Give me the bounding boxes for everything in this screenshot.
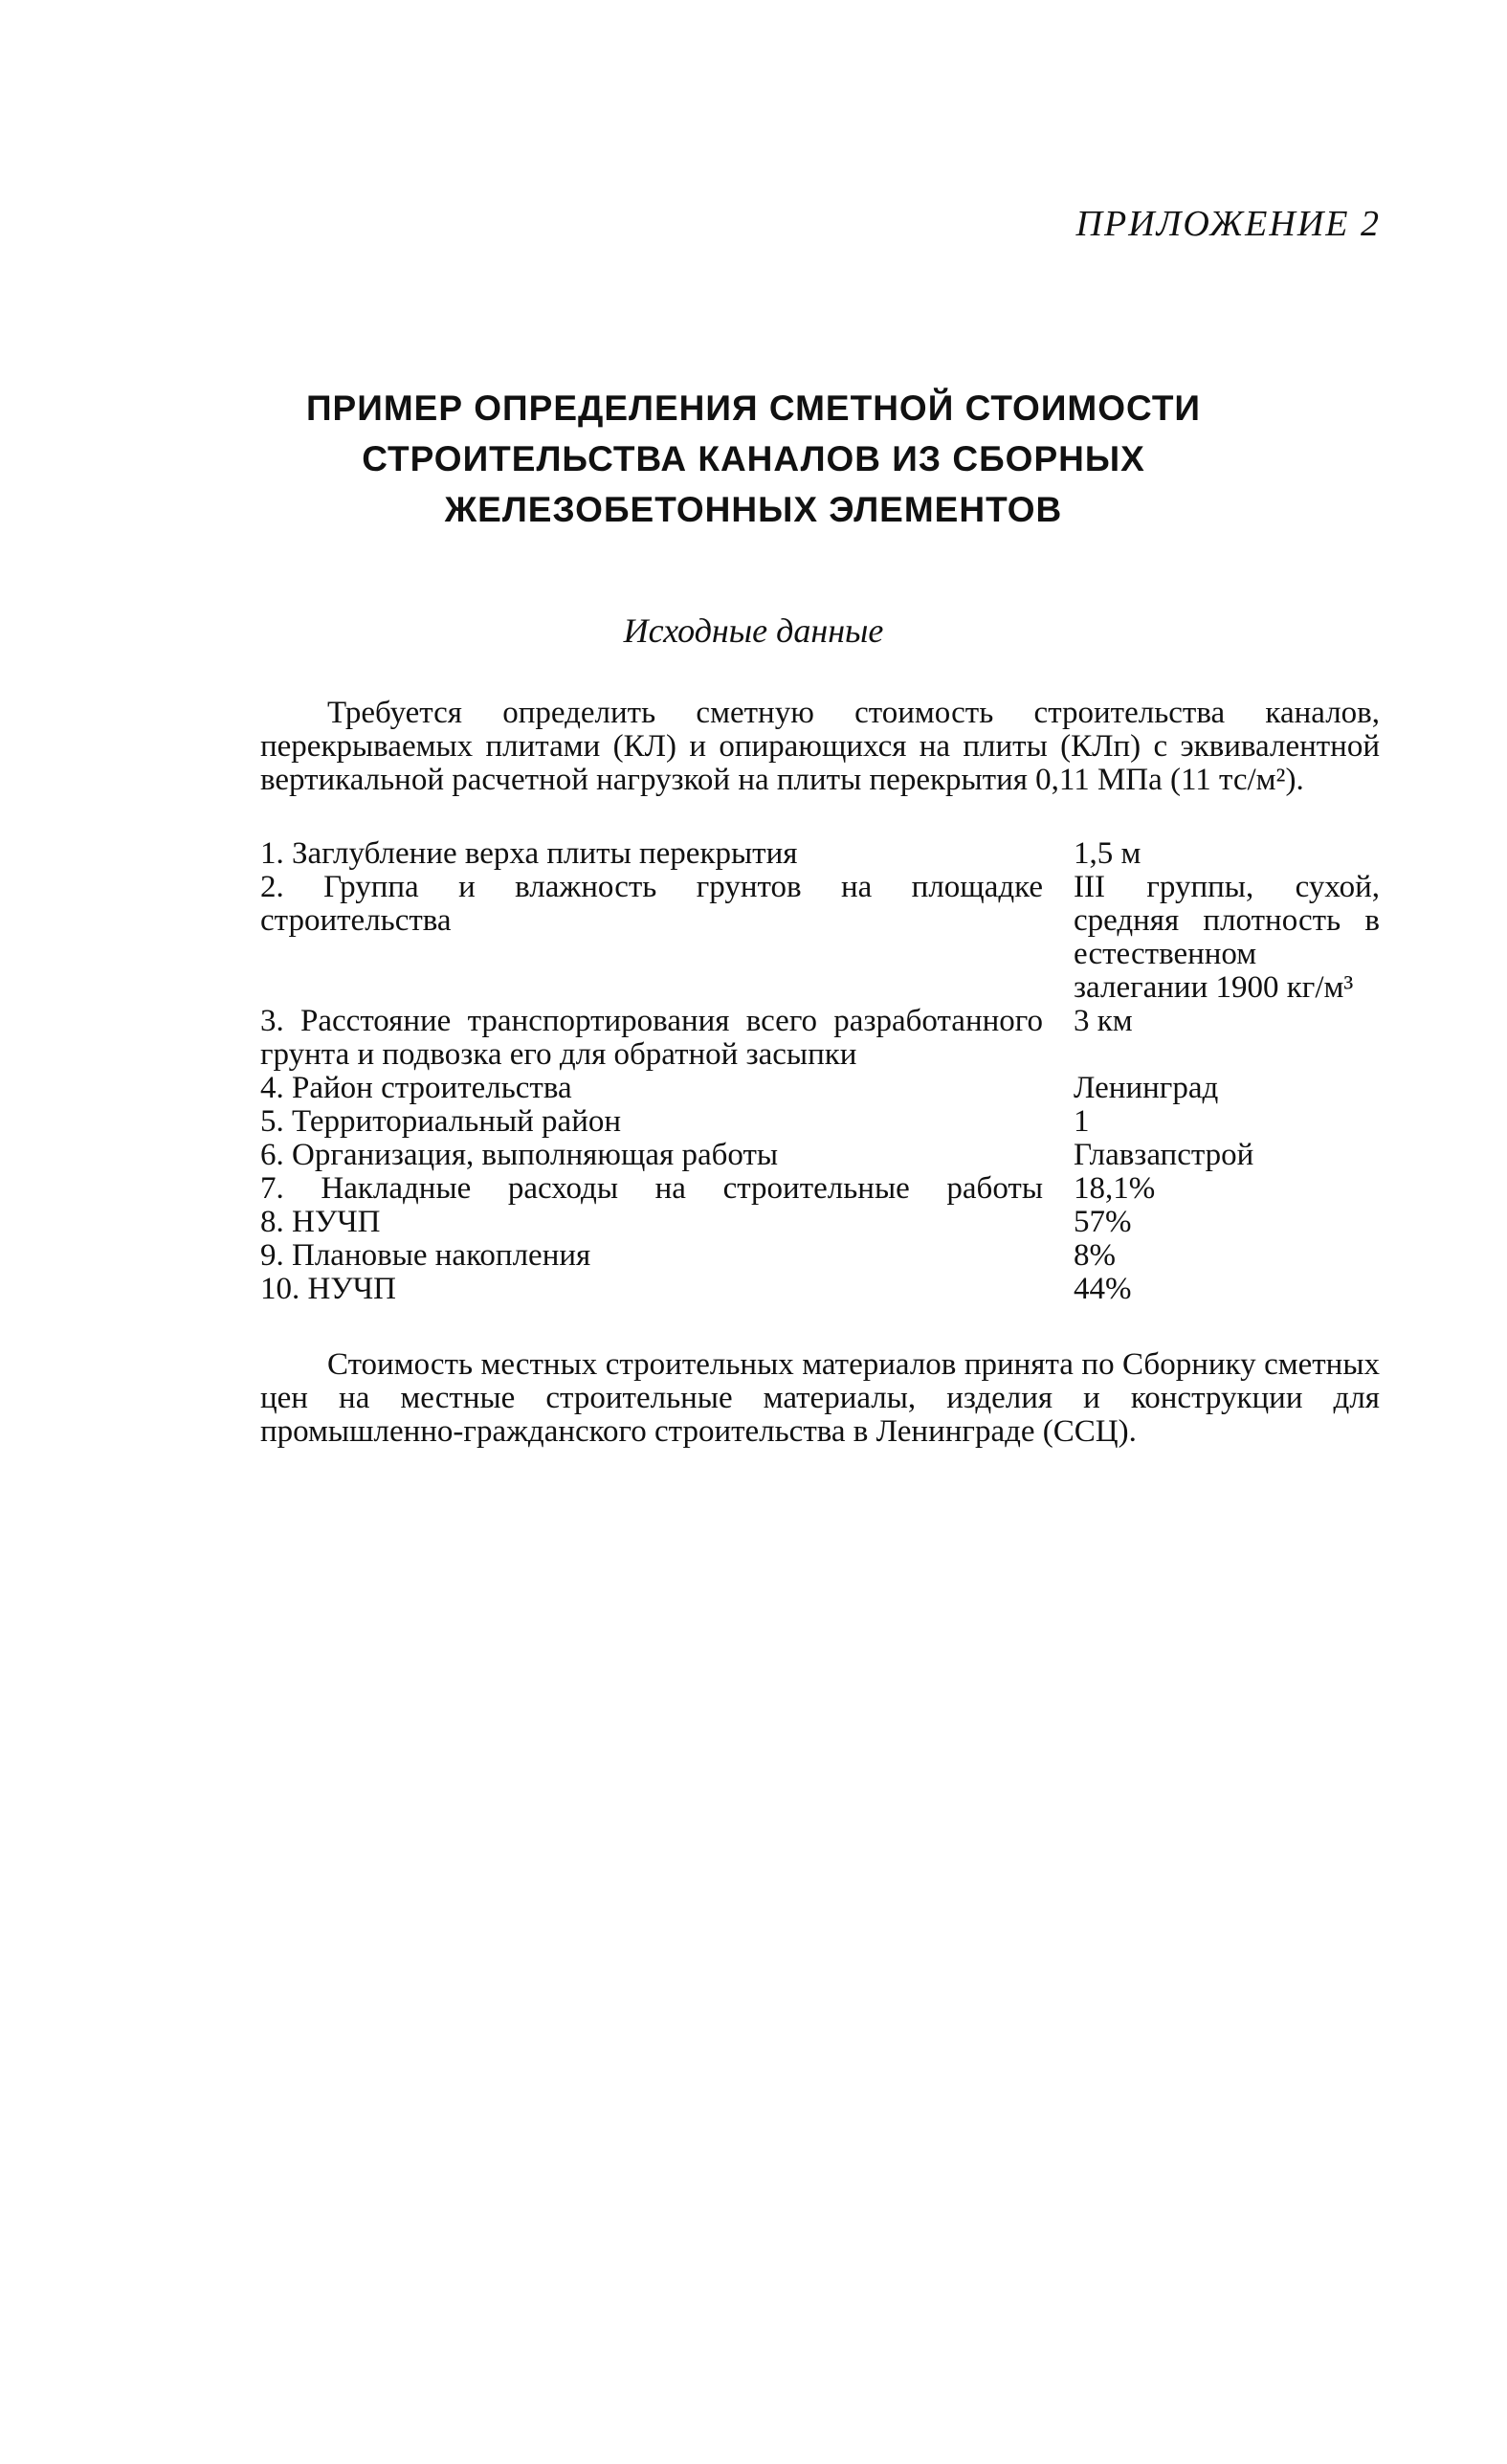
parameter-row bbox=[260, 1139, 1380, 1172]
appendix-label: ПРИЛОЖЕНИЕ 2 bbox=[1075, 204, 1381, 244]
parameter-row bbox=[260, 871, 1380, 1005]
parameters-list bbox=[260, 837, 1380, 1306]
parameter-row bbox=[260, 1005, 1380, 1072]
section-subtitle: Исходные данные bbox=[623, 611, 884, 650]
parameter-value: 1 bbox=[1074, 1104, 1090, 1139]
title-line-3: ЖЕЛЕЗОБЕТОННЫХ ЭЛЕМЕНТОВ bbox=[444, 490, 1063, 529]
parameter-row bbox=[260, 1172, 1380, 1206]
parameter-value: 44% bbox=[1074, 1272, 1132, 1306]
parameter-row bbox=[260, 837, 1380, 871]
parameter-row bbox=[260, 1072, 1380, 1105]
parameter-value: 57% bbox=[1074, 1205, 1132, 1239]
parameter-label: 1. Заглубление верха плиты перекрытия bbox=[260, 836, 798, 871]
title-line-2: СТРОИТЕЛЬСТВА КАНАЛОВ ИЗ СБОРНЫХ bbox=[362, 439, 1145, 478]
document-body bbox=[260, 697, 1380, 1449]
parameter-label: 6. Организация, выполняющая работы bbox=[260, 1138, 779, 1172]
parameter-label: 7. Накладные расходы на строительные работы bbox=[260, 1171, 1043, 1206]
parameter-label: 5. Территориальный район bbox=[260, 1104, 622, 1139]
parameter-value: Главзапстрой bbox=[1074, 1138, 1254, 1172]
intro-paragraph: Требуется определить сметную стоимость строительства каналов, перекрываемых плитами (КЛ) и опирающихся на плиты (КЛп) с эквивалентной вертикальной расчетной нагрузкой на плиты перекрытия 0,11 МПа (11 тс/м²). bbox=[260, 696, 1380, 797]
title-line-1: ПРИМЕР ОПРЕДЕЛЕНИЯ СМЕТНОЙ СТОИМОСТИ bbox=[305, 388, 1202, 428]
parameter-label: 3. Расстояние транспортирования всего разработанного грунта и подвозка его для обратной засыпки bbox=[260, 1004, 1043, 1072]
parameter-label: 4. Район строительства bbox=[260, 1071, 572, 1105]
parameter-label: 2. Группа и влажность грунтов на площадке строительства bbox=[260, 870, 1043, 938]
document-title bbox=[0, 383, 1507, 535]
parameter-label: 10. НУЧП bbox=[260, 1272, 396, 1306]
parameter-value: 1,5 м bbox=[1074, 836, 1141, 871]
closing-paragraph: Стоимость местных строительных материалов принята по Сборнику сметных цен на местные строительные материалы, изделия и конструкции для промышленно-гражданского строительства в Ленинграде (ССЦ). bbox=[260, 1347, 1380, 1449]
parameter-row bbox=[260, 1105, 1380, 1139]
parameter-row bbox=[260, 1239, 1380, 1273]
parameter-value: Ленинград bbox=[1074, 1071, 1219, 1105]
parameter-row bbox=[260, 1206, 1380, 1239]
parameter-value: III группы, сухой, средняя плотность в естественном залегании 1900 кг/м³ bbox=[1074, 870, 1380, 1005]
parameter-label: 9. Плановые накопления bbox=[260, 1238, 591, 1273]
parameter-value: 18,1% bbox=[1074, 1171, 1156, 1206]
parameter-label: 8. НУЧП bbox=[260, 1205, 381, 1239]
parameter-value: 8% bbox=[1074, 1238, 1116, 1273]
parameter-row bbox=[260, 1273, 1380, 1306]
parameter-value: 3 км bbox=[1074, 1004, 1133, 1038]
